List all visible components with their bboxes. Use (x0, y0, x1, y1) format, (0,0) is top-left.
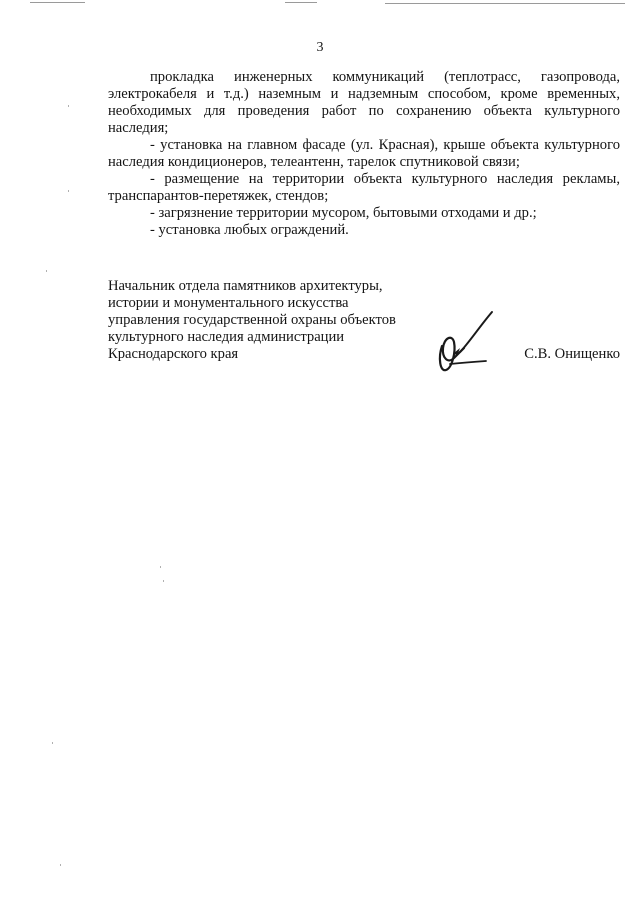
paragraph-pollution: - загрязнение территории мусором, бытовыми отходами и др.; (150, 205, 537, 221)
handwritten-signature (430, 308, 502, 380)
position-line: культурного наследия администрации (108, 329, 345, 345)
paragraph-facade-equipment: - установка на главном фасаде (ул. Красная), крыше объекта культурного наследия кондиционеров, телеантенн, тарелок спутниковой связи; (108, 137, 620, 170)
signer-position (108, 278, 428, 363)
signature-block (108, 278, 620, 363)
position-line: Начальник отдела памятников архитектуры, (108, 278, 383, 294)
position-line: истории и монументального искусства (108, 295, 349, 311)
paragraph-advertising: - размещение на территории объекта культурного наследия рекламы, транспарантов-перетяжек, стендов; (108, 171, 620, 204)
paragraph-utilities: прокладка инженерных коммуникаций (теплотрасс, газопровода, электрокабеля и т.д.) наземным и надземным способом, кроме временных, необходимых для проведения работ по сохранению объекта культурного наследия; (108, 69, 620, 136)
page-number: 3 (316, 40, 324, 55)
position-line: Краснодарского края (108, 346, 239, 362)
signer-name: С.В. Онищенко (524, 346, 620, 362)
paragraph-fences: - установка любых ограждений. (150, 222, 349, 238)
restrictions-text (108, 69, 620, 239)
position-line: управления государственной охраны объектов (108, 312, 396, 328)
scan-top-edge (0, 0, 640, 8)
